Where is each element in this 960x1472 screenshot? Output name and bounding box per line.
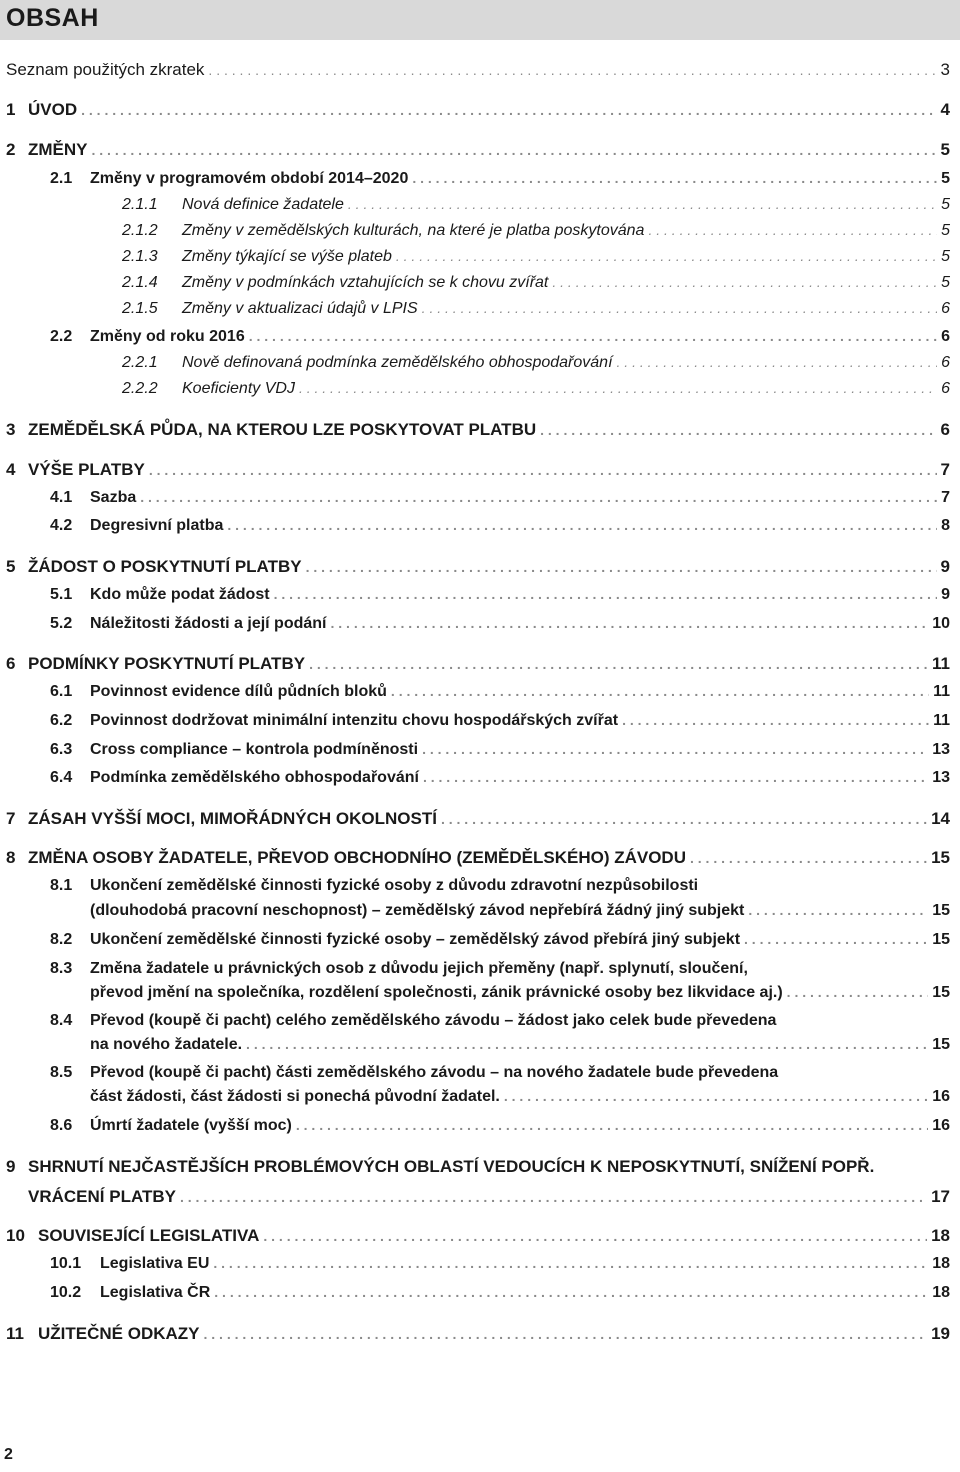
toc-entry-page: 11 bbox=[933, 712, 950, 729]
toc-entry-title: Povinnost dodržovat minimální intenzitu chovu hospodářských zvířat bbox=[90, 712, 619, 729]
toc-entry-page: 5 bbox=[941, 248, 950, 265]
toc-entry[interactable] bbox=[6, 557, 950, 577]
toc-entry[interactable] bbox=[50, 328, 950, 346]
toc-entry-number: 9 bbox=[6, 1157, 16, 1176]
toc-leader bbox=[140, 489, 937, 505]
toc-entry-page: 14 bbox=[931, 809, 950, 828]
toc-entry[interactable] bbox=[50, 615, 950, 633]
toc-entry[interactable] bbox=[90, 984, 950, 1002]
toc-entry-number: 2.1.3 bbox=[122, 248, 158, 265]
toc-entry[interactable] bbox=[50, 1117, 950, 1135]
toc-leader bbox=[540, 422, 936, 438]
toc-leader bbox=[552, 274, 937, 290]
toc-entry-title: SOUVISEJÍCÍ LEGISLATIVA bbox=[38, 1226, 260, 1245]
toc-leader bbox=[787, 984, 929, 1000]
toc-entry-number: 10.1 bbox=[50, 1255, 82, 1272]
toc-entry-title: Nová definice žadatele bbox=[182, 196, 344, 213]
toc-leader bbox=[396, 248, 937, 264]
toc-entry-page: 11 bbox=[932, 654, 950, 673]
toc-entry[interactable] bbox=[6, 1226, 950, 1246]
toc-entry-number: 1 bbox=[6, 100, 16, 119]
toc-entry-title: Změny týkající se výše plateb bbox=[182, 248, 392, 265]
toc-entry-number: 2.1.1 bbox=[122, 196, 158, 213]
toc-entry[interactable] bbox=[6, 420, 950, 440]
toc-entry[interactable] bbox=[122, 222, 950, 240]
toc-entry[interactable] bbox=[90, 1088, 950, 1106]
toc-entry[interactable] bbox=[50, 517, 950, 535]
toc-entry-page: 15 bbox=[932, 984, 950, 1001]
toc-entry-page: 16 bbox=[932, 1117, 950, 1134]
toc-entry-page: 11 bbox=[933, 683, 950, 700]
toc-entry-page: 18 bbox=[931, 1226, 950, 1245]
toc-header bbox=[0, 0, 960, 40]
toc-leader bbox=[348, 196, 937, 212]
toc-entry-page: 18 bbox=[932, 1284, 950, 1301]
toc-entry-page: 4 bbox=[940, 100, 950, 119]
toc-leader bbox=[263, 1228, 927, 1244]
toc-entry[interactable] bbox=[122, 248, 950, 266]
toc-entry-number: 7 bbox=[6, 809, 16, 828]
toc-entry-page: 9 bbox=[940, 557, 950, 576]
toc-entry-number: 6.1 bbox=[50, 683, 73, 700]
toc-entry-title: VRÁCENÍ PLATBY bbox=[28, 1187, 176, 1206]
toc-leader bbox=[149, 462, 937, 478]
toc-entry-number: 8.2 bbox=[50, 931, 73, 948]
toc-entry-title: Legislativa ČR bbox=[100, 1284, 211, 1301]
toc-entry[interactable] bbox=[50, 683, 950, 701]
toc-entry-page: 7 bbox=[940, 460, 950, 479]
toc-entry-number: 8.1 bbox=[50, 877, 73, 894]
toc-leader bbox=[441, 811, 927, 827]
toc-entry-page: 9 bbox=[941, 586, 950, 603]
toc-entry-number: 2.1.5 bbox=[122, 300, 158, 317]
toc-entry-page: 5 bbox=[941, 222, 950, 239]
toc-entry[interactable] bbox=[122, 274, 950, 292]
toc-leader bbox=[208, 62, 936, 78]
toc-entry-number: 8.6 bbox=[50, 1117, 73, 1134]
toc-leader bbox=[213, 1255, 928, 1271]
toc-entry[interactable] bbox=[6, 100, 950, 120]
toc-entry-title-line1: Ukončení zemědělské činnosti fyzické osoby z důvodu zdravotní nezpůsobilosti bbox=[90, 877, 699, 894]
toc-entry-title: Úmrtí žadatele (vyšší moc) bbox=[90, 1117, 292, 1134]
toc-leader bbox=[180, 1189, 927, 1205]
toc-leader bbox=[422, 741, 928, 757]
toc-entry-number: 10 bbox=[6, 1226, 25, 1245]
toc-entry[interactable] bbox=[50, 586, 950, 604]
toc-leader bbox=[81, 102, 936, 118]
toc-leader bbox=[617, 354, 938, 370]
toc-entry-title: převod jmění na společníka, rozdělení společnosti, zánik právnické osoby bez likvidace aj.) bbox=[90, 984, 783, 1001]
toc-entry[interactable] bbox=[6, 460, 950, 480]
toc-entry-title: Nově definovaná podmínka zemědělského obhospodařování bbox=[182, 354, 613, 371]
toc-entry-title: Kdo může podat žádost bbox=[90, 586, 270, 603]
toc-entry-number: 5.1 bbox=[50, 586, 73, 603]
toc-entry-title: ŽÁDOST O POSKYTNUTÍ PLATBY bbox=[28, 557, 302, 576]
toc-entry-page: 19 bbox=[931, 1324, 950, 1343]
toc-entry-title: PODMÍNKY POSKYTNUTÍ PLATBY bbox=[28, 654, 306, 673]
toc-leader bbox=[622, 712, 929, 728]
toc-entry-page: 6 bbox=[941, 328, 950, 345]
toc-entry-title: Legislativa EU bbox=[100, 1255, 210, 1272]
toc-entry-page: 16 bbox=[932, 1088, 950, 1105]
toc-entry-page: 10 bbox=[932, 615, 950, 632]
toc-entry-title: Seznam použitých zkratek bbox=[6, 60, 205, 79]
toc-entry-number: 5 bbox=[6, 557, 16, 576]
toc-entry-page: 6 bbox=[941, 354, 950, 371]
toc-entry-number: 2.1.2 bbox=[122, 222, 158, 239]
toc-entry-number: 2.2.2 bbox=[122, 380, 158, 397]
toc-entry-title: Cross compliance – kontrola podmíněnosti bbox=[90, 741, 419, 758]
toc-entry[interactable] bbox=[28, 1187, 950, 1207]
toc-leader bbox=[92, 142, 937, 158]
toc-leader bbox=[296, 1117, 928, 1133]
toc-leader bbox=[504, 1088, 928, 1104]
toc-entry-page: 5 bbox=[940, 140, 950, 159]
toc-entry-page: 5 bbox=[941, 274, 950, 291]
toc-entry-title: VÝŠE PLATBY bbox=[28, 460, 145, 479]
toc-entry-title: Sazba bbox=[90, 489, 137, 506]
toc-entry[interactable] bbox=[50, 931, 950, 949]
toc-leader bbox=[422, 300, 937, 316]
toc-entry-number: 5.2 bbox=[50, 615, 73, 632]
toc-entry[interactable] bbox=[122, 354, 950, 372]
toc-leader bbox=[306, 559, 937, 575]
toc-entry-page: 7 bbox=[941, 489, 950, 506]
toc-entry[interactable] bbox=[50, 489, 950, 507]
toc-leader bbox=[309, 656, 928, 672]
toc-leader bbox=[690, 850, 927, 866]
toc-entry-title: ÚVOD bbox=[28, 100, 78, 119]
toc-entry[interactable] bbox=[122, 300, 950, 318]
toc-entry-page: 18 bbox=[932, 1255, 950, 1272]
toc-entry-title: část žádosti, část žádosti si ponechá původní žadatel. bbox=[90, 1088, 500, 1105]
toc-entry-page: 5 bbox=[941, 170, 950, 187]
toc-leader bbox=[412, 170, 937, 186]
toc-entry[interactable] bbox=[6, 60, 950, 80]
toc-entry-page: 5 bbox=[941, 196, 950, 213]
toc-leader bbox=[274, 586, 938, 602]
toc-entry-page: 17 bbox=[931, 1187, 950, 1206]
toc-leader bbox=[249, 328, 937, 344]
toc-leader bbox=[744, 931, 928, 947]
toc-entry-title: Náležitosti žádosti a její podání bbox=[90, 615, 327, 632]
toc-entry[interactable] bbox=[6, 654, 950, 674]
toc-entry-number: 6.3 bbox=[50, 741, 73, 758]
toc-entry-number: 2 bbox=[6, 140, 16, 159]
toc-entry[interactable] bbox=[6, 848, 950, 868]
toc-entry-title: Změny v aktualizaci údajů v LPIS bbox=[182, 300, 418, 317]
toc-entry-number: 4.2 bbox=[50, 517, 73, 534]
toc-entry[interactable] bbox=[6, 809, 950, 829]
toc-entry-number: 2.2 bbox=[50, 328, 73, 345]
toc-entry-number: 8 bbox=[6, 848, 16, 867]
toc-entry-number: 10.2 bbox=[50, 1284, 82, 1301]
toc-entry-number: 8.5 bbox=[50, 1064, 73, 1081]
toc-entry-title: ZMĚNY bbox=[28, 140, 88, 159]
toc-entry-title: Podmínka zemědělského obhospodařování bbox=[90, 769, 419, 786]
toc-entry-number: 8.3 bbox=[50, 960, 73, 977]
toc-entry[interactable] bbox=[50, 1255, 950, 1273]
toc-entry-number: 3 bbox=[6, 420, 16, 439]
toc-entry-number: 6.4 bbox=[50, 769, 73, 786]
toc-entry-page: 15 bbox=[931, 848, 950, 867]
toc-entry[interactable] bbox=[50, 769, 950, 787]
toc-entry[interactable] bbox=[90, 1036, 950, 1054]
page-number: 2 bbox=[4, 1446, 13, 1463]
toc-entry-title: Změny v podmínkách vztahujících se k chovu zvířat bbox=[182, 274, 549, 291]
toc-entry[interactable] bbox=[6, 140, 950, 160]
toc-entry-title: Změny v programovém období 2014–2020 bbox=[90, 170, 409, 187]
toc-leader bbox=[423, 769, 928, 785]
toc-entry-number: 8.4 bbox=[50, 1012, 73, 1029]
toc-entry-number: 6.2 bbox=[50, 712, 73, 729]
toc-leader bbox=[214, 1284, 928, 1300]
toc-entry-title-line1: Změna žadatele u právnických osob z důvodu jejich přeměny (např. splynutí, sloučení, bbox=[90, 960, 748, 977]
toc-entry-title: Ukončení zemědělské činnosti fyzické osoby – zemědělský závod přebírá jiný subjekt bbox=[90, 931, 741, 948]
toc-entry-page: 13 bbox=[932, 769, 950, 786]
toc-entry-number: 6 bbox=[6, 654, 16, 673]
toc-entry-title: Koeficienty VDJ bbox=[182, 380, 295, 397]
toc-entry-page: 6 bbox=[941, 380, 950, 397]
toc-entry-title: ZÁSAH VYŠŠÍ MOCI, MIMOŘÁDNÝCH OKOLNOSTÍ bbox=[28, 809, 437, 828]
toc-entry-page: 3 bbox=[940, 60, 950, 79]
toc-leader bbox=[246, 1036, 928, 1052]
toc-leader bbox=[648, 222, 937, 238]
toc-entry-number: 2.1.4 bbox=[122, 274, 158, 291]
toc-entry[interactable] bbox=[122, 196, 950, 214]
toc-entry-title-line1: Převod (koupě či pacht) části zemědělského závodu – na nového žadatele bude převedena bbox=[90, 1064, 779, 1081]
toc-entry[interactable] bbox=[122, 380, 950, 398]
toc-entry[interactable] bbox=[50, 712, 950, 730]
toc-leader bbox=[330, 615, 928, 631]
toc-entry-number: 4.1 bbox=[50, 489, 73, 506]
toc-entry-title: ZEMĚDĚLSKÁ PŮDA, NA KTEROU LZE POSKYTOVAT PLATBU bbox=[28, 420, 537, 439]
toc-entry-title: na nového žadatele. bbox=[90, 1036, 243, 1053]
toc-leader bbox=[748, 902, 928, 918]
toc-entry[interactable] bbox=[50, 741, 950, 759]
toc-entry[interactable] bbox=[6, 1324, 950, 1344]
toc-entry-title: ZMĚNA OSOBY ŽADATELE, PŘEVOD OBCHODNÍHO (ZEMĚDĚLSKÉHO) ZÁVODU bbox=[28, 848, 686, 867]
toc-entry-number: 2.2.1 bbox=[122, 354, 158, 371]
toc-entry-title: (dlouhodobá pracovní neschopnost) – zemědělský závod nepřebírá žádný jiný subjekt bbox=[90, 902, 745, 919]
toc-entry-page: 15 bbox=[932, 931, 950, 948]
toc-leader bbox=[299, 380, 937, 396]
toc-entry-page: 6 bbox=[940, 420, 950, 439]
toc-entry[interactable] bbox=[50, 1284, 950, 1302]
toc-entry-title: Změny od roku 2016 bbox=[90, 328, 245, 345]
toc-entry-number: 4 bbox=[6, 460, 16, 479]
toc-entry[interactable] bbox=[90, 902, 950, 920]
toc-entry-page: 15 bbox=[932, 1036, 950, 1053]
toc-leader bbox=[204, 1326, 928, 1342]
toc-entry-title: Změny v zemědělských kulturách, na které je platba poskytována bbox=[182, 222, 645, 239]
toc-entry-title-line1: SHRNUTÍ NEJČASTĚJŠÍCH PROBLÉMOVÝCH OBLASTÍ VEDOUCÍCH K NEPOSKYTNUTÍ, SNÍŽENÍ POPŘ. bbox=[28, 1157, 875, 1176]
toc-entry-title: Povinnost evidence dílů půdních bloků bbox=[90, 683, 387, 700]
toc-entry-title: UŽITEČNÉ ODKAZY bbox=[38, 1324, 200, 1343]
page-title: OBSAH bbox=[6, 4, 99, 32]
toc-entry-page: 15 bbox=[932, 902, 950, 919]
toc-entry-number: 11 bbox=[6, 1324, 24, 1343]
toc-entry-page: 6 bbox=[941, 300, 950, 317]
toc-leader bbox=[227, 517, 937, 533]
toc-entry-page: 8 bbox=[941, 517, 950, 534]
toc-entry-number: 2.1 bbox=[50, 170, 73, 187]
toc-entry-page: 13 bbox=[932, 741, 950, 758]
toc-leader bbox=[391, 683, 929, 699]
toc-entry-title-line1: Převod (koupě či pacht) celého zemědělského závodu – žádost jako celek bude převedena bbox=[90, 1012, 777, 1029]
toc-entry-title: Degresivní platba bbox=[90, 517, 224, 534]
toc-entry[interactable] bbox=[50, 170, 950, 188]
